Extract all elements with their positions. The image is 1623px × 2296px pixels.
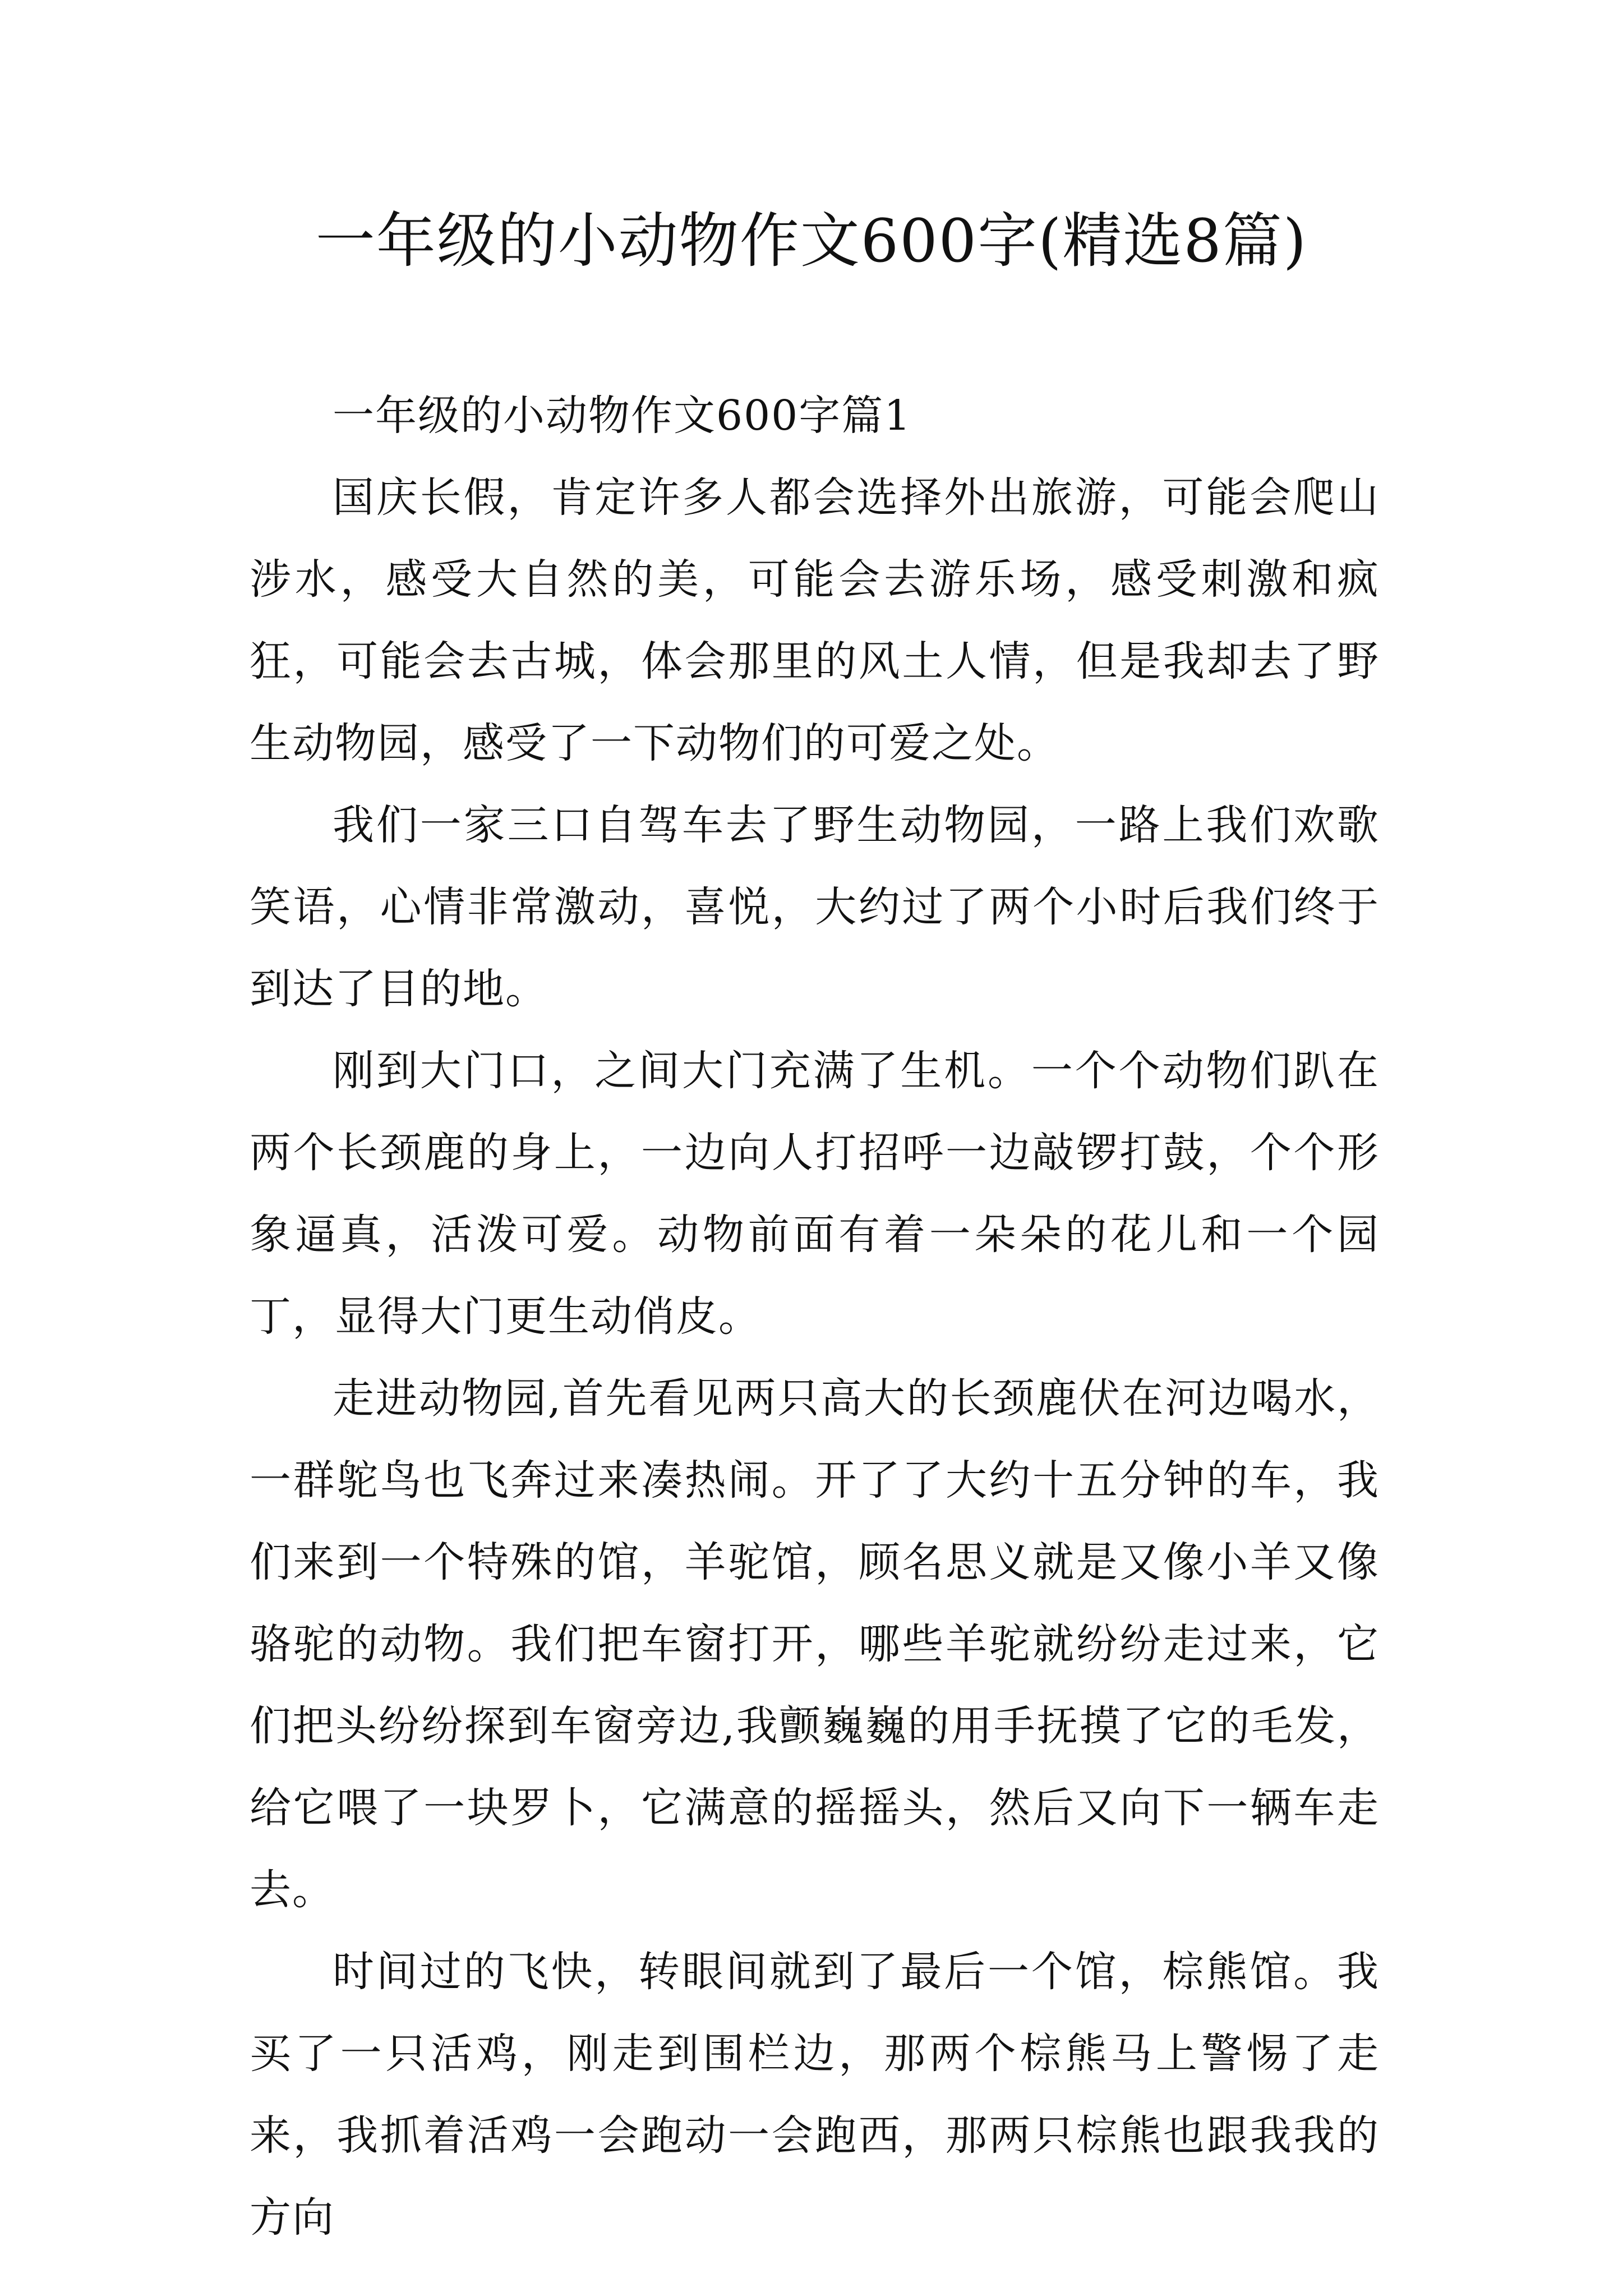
paragraph-3: 刚到大门口，之间大门充满了生机。一个个动物们趴在两个长颈鹿的身上，一边向人打招呼一边敲锣打鼓，个个形象逼真，活泼可爱。动物前面有着一朵朵的花儿和一个园丁，显得大门更生动俏皮。 — [250, 1047, 1380, 1341]
paragraph-2: 我们一家三口自驾车去了野生动物园，一路上我们欢歌笑语，心情非常激动，喜悦，大约过了两个小时后我们终于到达了目的地。 — [250, 801, 1380, 1013]
document-title: 一年级的小动物作文600字(精选8篇) — [315, 206, 1308, 275]
paragraph-5: 时间过的飞快，转眼间就到了最后一个馆，棕熊馆。我买了一只活鸡，刚走到围栏边，那两个棕熊马上警惕了走来，我抓着活鸡一会跑动一会跑西，那两只棕熊也跟我我的方向 — [250, 1948, 1380, 2242]
paragraph-4: 走进动物园,首先看见两只高大的长颈鹿伏在河边喝水，一群鸵鸟也飞奔过来凑热闹。开了了大约十五分钟的车，我们来到一个特殊的馆，羊驼馆，顾名思义就是又像小羊又像骆驼的动物。我们把车窗打开，哪些羊驼就纷纷走过来，它们把头纷纷探到车窗旁边,我颤巍巍的用手抚摸了它的毛发，给它喂了一块罗卜，它满意的摇摇头，然后又向下一辆车走去。 — [250, 1374, 1380, 1914]
paragraph-1: 国庆长假，肯定许多人都会选择外出旅游，可能会爬山涉水，感受大自然的美，可能会去游乐场，感受刺激和疯狂，可能会去古城，体会那里的风土人情，但是我却去了野生动物园，感受了一下动物们的可爱之处。 — [250, 473, 1380, 767]
section-heading: 一年级的小动物作文600字篇1 — [333, 392, 912, 440]
document-body — [250, 375, 1380, 2258]
